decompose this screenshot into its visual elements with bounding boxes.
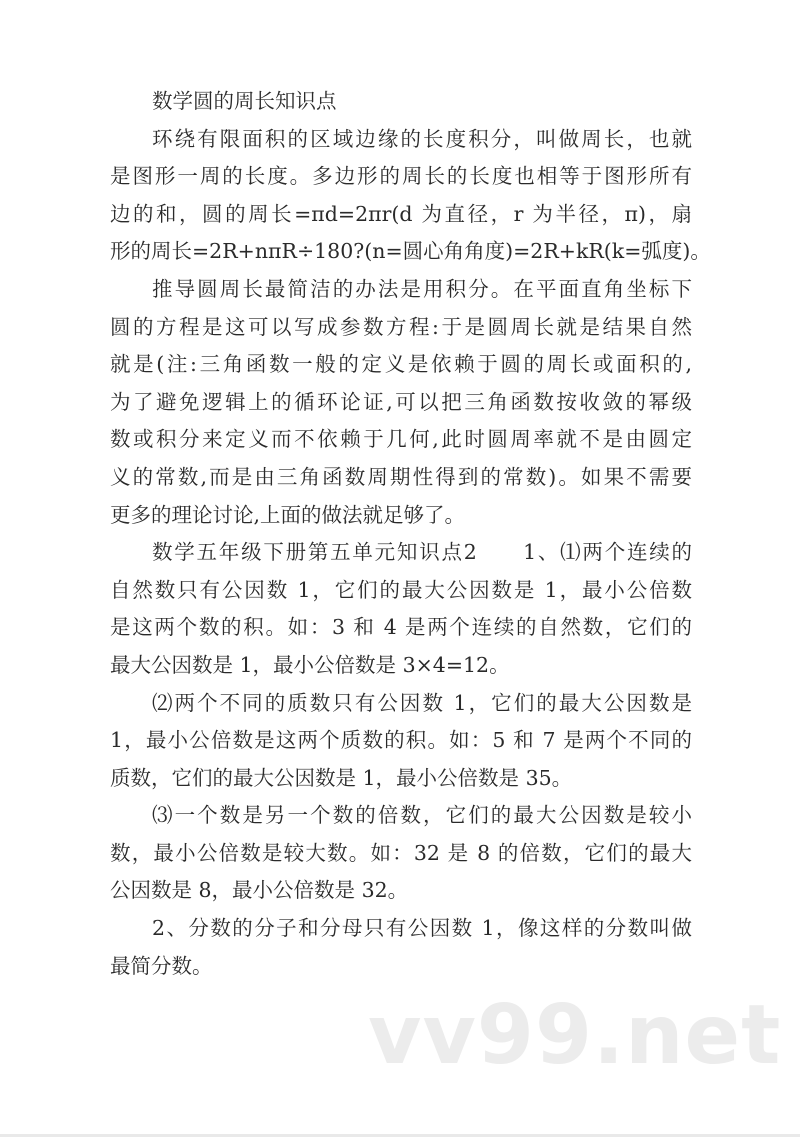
paragraph-line: 公因数是 8，最小公倍数是 32。 — [110, 878, 409, 903]
paragraph-line: 最大公因数是 1，最小公倍数是 3×4=12。 — [110, 652, 510, 677]
paragraph-line: 形的周长=2R+nπR÷180?(n=圆心角角度)=2R+kR(k=弧度)。 — [110, 239, 711, 264]
paragraph-line: 质数，它们的最大公因数是 1，最小公倍数是 35。 — [110, 765, 573, 790]
paragraph — [110, 910, 692, 985]
paragraph-line: 为了避免逻辑上的循环论证,可以把三角函数按收敛的幂级 — [110, 389, 692, 414]
paragraph-line: 义的常数,而是由三角函数周期性得到的常数)。如果不需要 — [110, 464, 692, 489]
paragraph — [110, 121, 711, 271]
paragraph-line: 是图形一周的长度。多边形的周长的长度也相等于图形所有 — [110, 164, 692, 189]
paragraph-line: 环绕有限面积的区域边缘的长度积分，叫做周长，也就 — [152, 126, 692, 151]
paragraph-line: 数或积分来定义而不依赖于几何,此时圆周率就不是由圆定 — [110, 427, 692, 452]
paragraph-line: 是这两个数的积。如：3 和 4 是两个连续的自然数，它们的 — [110, 615, 692, 640]
paragraph-line: 数，最小公倍数是较大数。如：32 是 8 的倍数，它们的最大 — [110, 840, 692, 865]
watermark: vv99.net — [368, 988, 782, 1083]
document-title: 数学圆的周长知识点 — [152, 89, 337, 113]
paragraph — [110, 685, 692, 798]
paragraph-line: 圆的方程是这可以写成参数方程:于是圆周长就是结果自然 — [110, 314, 692, 339]
paragraph-line: ⑵两个不同的质数只有公因数 1，它们的最大公因数是 — [152, 690, 692, 715]
paragraph-line: 更多的理论讨论,上面的做法就足够了。 — [110, 502, 466, 527]
document-body — [110, 83, 711, 985]
paragraph — [110, 271, 692, 534]
paragraph-line: 边的和，圆的周长=πd=2πr(d 为直径，r 为半径，π)，扇 — [110, 201, 692, 226]
paragraph-line: 最简分数。 — [110, 953, 213, 978]
paragraph — [110, 534, 692, 684]
paragraph-line: 2、分数的分子和分母只有公因数 1，像这样的分数叫做 — [152, 916, 692, 941]
paragraph-line: 推导圆周长最简洁的办法是用积分。在平面直角坐标下 — [152, 276, 692, 301]
paragraph — [110, 797, 692, 910]
paragraph-line: 1，最小公倍数是这两个质数的积。如：5 和 7 是两个不同的 — [110, 728, 692, 753]
paragraph-line: ⑶一个数是另一个数的倍数，它们的最大公因数是较小 — [152, 803, 692, 828]
paragraph-line: 自然数只有公因数 1，它们的最大公因数是 1，最小公倍数 — [110, 577, 692, 602]
paragraph-line: 数学五年级下册第五单元知识点2 1、⑴两个连续的 — [152, 540, 692, 565]
paragraph-line: 就是(注:三角函数一般的定义是依赖于圆的周长或面积的, — [110, 352, 692, 377]
